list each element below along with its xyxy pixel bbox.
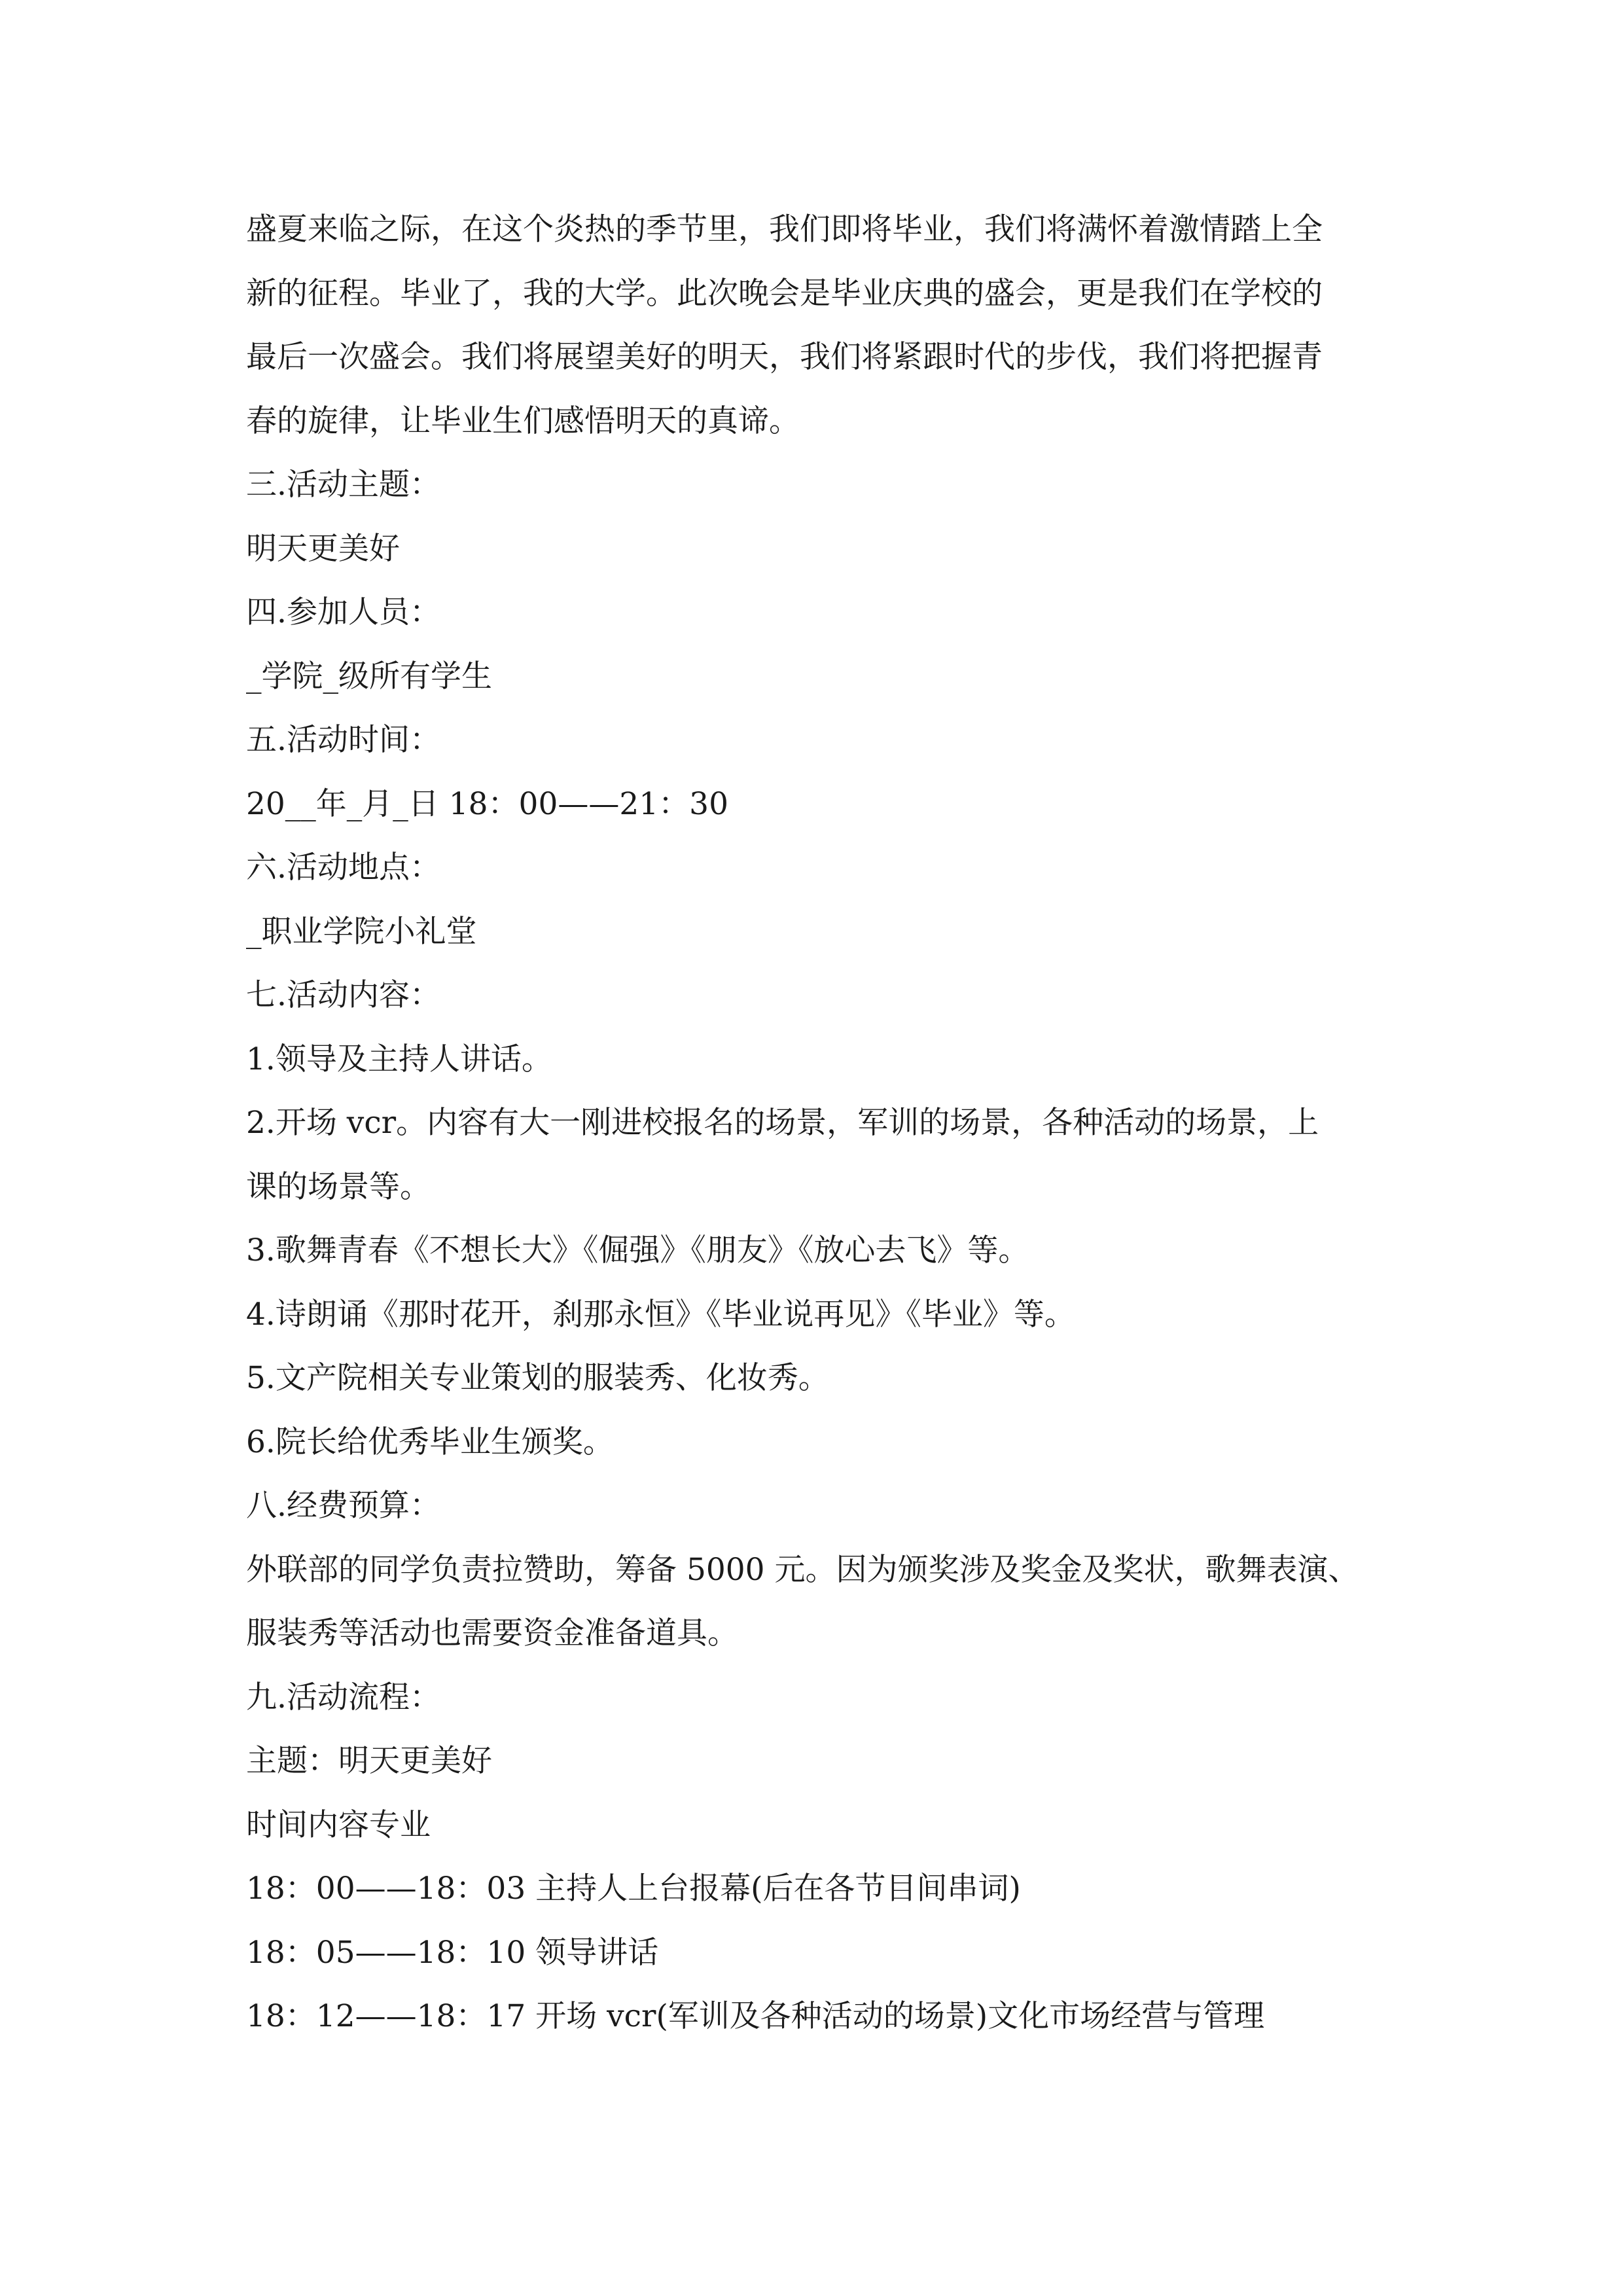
section-body-budget: 服装秀等活动也需要资金准备道具。 <box>246 1615 738 1651</box>
process-row: 18：05——18：10 领导讲话 <box>246 1934 659 1971</box>
section-body-location: _职业学院小礼堂 <box>246 913 477 950</box>
process-table-header: 时间内容专业 <box>246 1806 431 1843</box>
content-list-item: 4.诗朗诵《那时花开，刹那永恒》《毕业说再见》《毕业》等。 <box>246 1296 1075 1333</box>
section-heading-time: 五.活动时间： <box>246 722 440 758</box>
section-heading-budget: 八.经费预算： <box>246 1488 440 1524</box>
section-heading-process: 九.活动流程： <box>246 1679 440 1715</box>
intro-line: 最后一次盛会。我们将展望美好的明天，我们将紧跟时代的步伐，我们将把握青 <box>246 339 1323 375</box>
process-row: 18：12——18：17 开场 vcr(军训及各种活动的场景)文化市场经营与管理 <box>246 1998 1265 2034</box>
content-list-item: 3.歌舞青春《不想长大》《倔强》《朋友》《放心去飞》等。 <box>246 1232 1029 1268</box>
section-heading-location: 六.活动地点： <box>246 850 440 886</box>
content-list-item: 课的场景等。 <box>246 1168 431 1205</box>
section-body-theme: 明天更美好 <box>246 530 400 567</box>
content-list-item: 6.院长给优秀毕业生颁奖。 <box>246 1424 614 1460</box>
section-body-time: 20__年_月_日 18：00——21：30 <box>246 785 728 822</box>
section-heading-content: 七.活动内容： <box>246 977 440 1013</box>
content-list-item: 5.文产院相关专业策划的服装秀、化妆秀。 <box>246 1360 829 1396</box>
process-theme: 主题：明天更美好 <box>246 1743 492 1779</box>
intro-line: 春的旋律，让毕业生们感悟明天的真谛。 <box>246 403 800 439</box>
intro-line: 新的征程。毕业了，我的大学。此次晚会是毕业庆典的盛会，更是我们在学校的 <box>246 275 1323 312</box>
section-body-participants: _学院_级所有学生 <box>246 658 492 694</box>
content-list-item: 1.领导及主持人讲话。 <box>246 1041 552 1077</box>
intro-line: 盛夏来临之际，在这个炎热的季节里，我们即将毕业，我们将满怀着激情踏上全 <box>246 211 1323 247</box>
section-heading-participants: 四.参加人员： <box>246 594 440 630</box>
section-heading-theme: 三.活动主题： <box>246 467 440 503</box>
content-list-item: 2.开场 vcr。内容有大一刚进校报名的场景，军训的场景，各种活动的场景，上 <box>246 1105 1319 1141</box>
document-body <box>246 198 1385 2049</box>
process-row: 18：00——18：03 主持人上台报幕(后在各节目间串词) <box>246 1871 1021 1907</box>
section-body-budget: 外联部的同学负责拉赞助，筹备 5000 元。因为颁奖涉及奖金及奖状，歌舞表演、 <box>246 1551 1359 1588</box>
